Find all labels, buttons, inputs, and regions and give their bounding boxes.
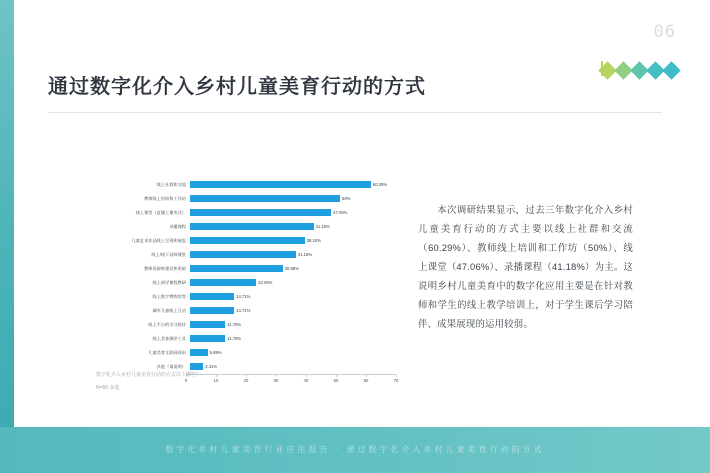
body-paragraph-text: 本次调研结果显示，过去三年数字化介入乡村儿童美育行动的方式主要以线上社群和交流（60.29%）、教师线上培训和工作坊（50%）、线上课堂（47.06%）、录播课程（41.18%）为主。这说明乡村儿童美育中的数字化应用主要是在针对教师和学生的线上教学培训上，对于学生课后学习陪伴、成果展现的运用较弱。: [418, 204, 633, 329]
chart-bar: [190, 335, 225, 342]
chart-category-label: 线上/线下双师课堂: [151, 252, 186, 257]
chart-bar-zone: [190, 234, 396, 247]
chart-bar-value: 14.71%: [236, 308, 251, 313]
chart-bar-value: 14.71%: [236, 294, 251, 299]
left-accent-bar: [0, 0, 14, 473]
chart-bar: [190, 363, 203, 370]
chart-bar-row: [96, 248, 396, 261]
chart-bar-value: 50%: [342, 196, 351, 201]
chart-bar-zone: [190, 360, 396, 373]
chart-bar: [190, 223, 314, 230]
chart-axis-tick: [276, 375, 277, 377]
chart-axis-tick-label: 10: [213, 378, 219, 383]
chart-category-label: 录播课程: [169, 224, 186, 229]
chart-category-label: 线上平台的学习陪伴: [148, 322, 186, 327]
chart-category-label: 城市儿童线上互动: [152, 308, 186, 313]
chart-bar-row: [96, 262, 396, 275]
chart-category-label: 线上课堂（直播上课形式）: [135, 210, 186, 215]
chart-bar-value: 30.88%: [284, 266, 299, 271]
chart-category-label: 儿童艺术作品线上呈现和展览: [131, 238, 186, 243]
bar-chart: [96, 178, 399, 388]
chart-category-label: 儿童美育互联网资讯: [148, 350, 186, 355]
chart-bar-zone: [190, 332, 396, 345]
body-paragraph: [418, 200, 633, 333]
chart-category-label: 教师资源库建设和更新: [144, 266, 186, 271]
chart-caption: [96, 370, 201, 394]
chart-axis-tick: [366, 375, 367, 377]
chart-bar-zone: [190, 206, 396, 219]
chart-axis-tick-label: 30: [273, 378, 279, 383]
page-title: 通过数字化介入乡村儿童美育行动的方式: [48, 76, 426, 98]
chart-bar-row: [96, 220, 396, 233]
chart-bar-zone: [190, 178, 396, 191]
chart-category-label: 线上美育测评工具: [152, 336, 186, 341]
chart-bar: [190, 181, 371, 188]
chart-bar-zone: [190, 318, 396, 331]
chart-axis-tick-label: 0: [184, 378, 188, 383]
chart-bar-value: 47.06%: [333, 210, 348, 215]
chart-bar-row: [96, 192, 396, 205]
chart-bar-value: 5.88%: [209, 350, 222, 355]
title-divider: [48, 112, 662, 113]
chart-bar: [190, 251, 296, 258]
chart-axis-tick-label: 20: [243, 378, 249, 383]
diamond-5: [662, 61, 680, 79]
chart-bar-value: 41.18%: [315, 224, 330, 229]
chart-axis-tick: [336, 375, 337, 377]
chart-category-label: 线上社群和交流: [156, 182, 186, 187]
chart-axis-tick: [216, 375, 217, 377]
chart-bar-zone: [190, 276, 396, 289]
chart-bar-value: 4.41%: [205, 364, 218, 369]
chart-bar: [190, 265, 283, 272]
chart-bar-row: [96, 276, 396, 289]
chart-bar-row: [96, 290, 396, 303]
chart-bar: [190, 209, 331, 216]
chart-bar-value: 11.76%: [227, 336, 242, 341]
chart-axis-tick-label: 50: [333, 378, 339, 383]
chart-axis-tick-label: 60: [363, 378, 369, 383]
footer-bar: [0, 427, 710, 473]
chart-bar-row: [96, 304, 396, 317]
chart-bar: [190, 307, 234, 314]
chart-bar-value: 22.06%: [258, 280, 273, 285]
chart-rows: [96, 178, 396, 373]
chart-bar-row: [96, 234, 396, 247]
chart-x-axis: [184, 374, 399, 391]
chart-bar-zone: [190, 304, 396, 317]
chart-bar-zone: [190, 248, 396, 261]
chart-category-label: 教师线上培训和工作坊: [144, 196, 186, 201]
page-number: 06: [653, 22, 676, 42]
chart-bar-row: [96, 206, 396, 219]
chart-category-label: 线上数字博物馆等: [152, 294, 186, 299]
chart-bar-zone: [190, 220, 396, 233]
chart-bar: [190, 293, 234, 300]
chart-bar-row: [96, 178, 396, 191]
chart-axis-tick: [246, 375, 247, 377]
chart-axis-tick: [306, 375, 307, 377]
chart-bar-zone: [190, 262, 396, 275]
chart-bar-zone: [190, 290, 396, 303]
footer-text: 数字化乡村儿童美育行业应用报告 · 通过数字化介入乡村儿童美育行动的方式: [165, 445, 545, 454]
chart-bar: [190, 349, 208, 356]
chart-bar-row: [96, 318, 396, 331]
chart-bar: [190, 279, 256, 286]
chart-bar-value: 41.18%: [297, 252, 313, 257]
chart-bar-value: 60.29%: [372, 182, 388, 187]
chart-category-label: 其他（请说明）: [156, 364, 186, 369]
chart-axis-tick-label: 70: [393, 378, 399, 383]
chart-axis-tick-label: 40: [303, 378, 309, 383]
chart-bar: [190, 195, 340, 202]
chart-category-label: 线上研学课程教研: [152, 280, 186, 285]
chart-axis-tick: [396, 375, 397, 377]
chart-bar-value: 38.24%: [306, 238, 321, 243]
chart-bar: [190, 321, 225, 328]
chart-bar: [190, 237, 305, 244]
chart-note: N=60 多选: [96, 385, 120, 391]
chart-bar-zone: [190, 346, 396, 359]
chart-bar-zone: [190, 192, 396, 205]
chart-bar-row: [96, 346, 396, 359]
chart-bar-value: 11.76%: [227, 322, 242, 327]
chart-bar-row: [96, 332, 396, 345]
chart-caption-text: 数字化介入乡村儿童美育行动的方式以下哪些？: [96, 372, 202, 378]
decorative-diamonds: [601, 58, 678, 82]
